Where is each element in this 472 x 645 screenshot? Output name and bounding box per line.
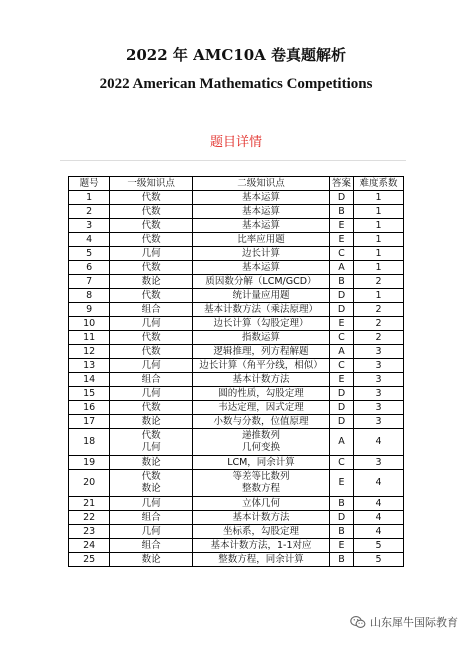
cell-text: 3 xyxy=(375,387,382,399)
primary-topic-cell xyxy=(110,247,193,261)
question-number-cell xyxy=(69,359,110,373)
difficulty-cell xyxy=(353,415,403,429)
cell-text: E xyxy=(338,539,345,551)
answer-cell xyxy=(330,497,354,511)
secondary-topic-cell xyxy=(192,359,329,373)
column-header: 答案 xyxy=(330,177,354,191)
secondary-topic-cell xyxy=(192,415,329,429)
table-row xyxy=(69,470,404,497)
cell-text: 逻辑推理，列方程解题 xyxy=(213,345,309,357)
cell-text: LCM，同余计算 xyxy=(227,456,295,468)
table-row xyxy=(69,219,404,233)
cell-text: 代数 xyxy=(141,205,161,217)
cell-text: 5 xyxy=(86,247,93,259)
primary-topic-cell xyxy=(110,345,193,359)
primary-topic-cell xyxy=(110,289,193,303)
secondary-topic-cell xyxy=(192,191,329,205)
primary-topic-cell xyxy=(110,275,193,289)
question-number-cell xyxy=(69,511,110,525)
table-row xyxy=(69,429,404,456)
table-row xyxy=(69,401,404,415)
cell-text: 代数 xyxy=(141,345,161,357)
cell-text: 代数 xyxy=(141,191,161,203)
cell-text: 数论 xyxy=(141,456,161,468)
answer-cell xyxy=(330,289,354,303)
primary-topic-cell xyxy=(110,317,193,331)
cell-text: 6 xyxy=(86,261,93,273)
primary-topic-cell xyxy=(110,415,193,429)
answer-cell xyxy=(330,233,354,247)
cell-text: 12 xyxy=(83,345,96,357)
table-row xyxy=(69,359,404,373)
secondary-topic-cell xyxy=(192,331,329,345)
cell-text: 比率应用题 xyxy=(237,233,285,245)
cell-text: 3 xyxy=(375,401,382,413)
cell-text: 坐标系，勾股定理 xyxy=(222,525,299,537)
answer-cell xyxy=(330,345,354,359)
cell-text: 1 xyxy=(375,191,382,203)
cell-text: 边长计算（角平分线，相似） xyxy=(199,359,323,371)
table-row xyxy=(69,205,404,219)
answer-cell xyxy=(330,359,354,373)
watermark xyxy=(350,614,458,630)
secondary-topic-cell xyxy=(192,233,329,247)
question-number-cell xyxy=(69,233,110,247)
table-row xyxy=(69,317,404,331)
question-number-cell xyxy=(69,415,110,429)
cell-text: 代数 xyxy=(141,219,161,231)
secondary-topic-cell xyxy=(192,401,329,415)
cell-text: 13 xyxy=(83,359,96,371)
table-header-row xyxy=(69,177,404,191)
question-number-cell xyxy=(69,401,110,415)
cell-text: 几何 xyxy=(141,525,161,537)
section-title: 题目详情 xyxy=(209,135,262,150)
cell-text: 数论 xyxy=(141,415,161,427)
cell-text: B xyxy=(338,275,345,287)
cell-text: 20 xyxy=(83,477,96,488)
primary-topic-cell xyxy=(110,261,193,275)
answer-cell xyxy=(330,553,354,567)
cell-text: 5 xyxy=(375,553,382,565)
cell-text: 21 xyxy=(83,497,96,509)
questions-table xyxy=(68,176,404,567)
primary-topic-cell xyxy=(110,511,193,525)
answer-cell xyxy=(330,219,354,233)
cell-text: 小数与分数，位值原理 xyxy=(213,415,309,427)
cell-text: 基本运算 xyxy=(241,219,280,231)
table-row xyxy=(69,553,404,567)
cell-text: E xyxy=(338,477,345,488)
cell-text: 数论 xyxy=(141,553,161,565)
cell-text: 11 xyxy=(83,331,96,343)
table-body xyxy=(69,191,404,567)
answer-cell xyxy=(330,331,354,345)
difficulty-cell xyxy=(353,205,403,219)
cell-text: 整数方程，同余计算 xyxy=(218,553,304,565)
cell-text: 基本计数方法，1-1对应 xyxy=(210,539,312,551)
cell-text: B xyxy=(338,205,345,217)
secondary-topic-cell xyxy=(192,456,329,470)
wechat-icon xyxy=(350,615,366,629)
cell-text: 基本计数方法 xyxy=(232,373,290,385)
secondary-topic-cell xyxy=(192,219,329,233)
difficulty-cell xyxy=(353,359,403,373)
table-row xyxy=(69,539,404,553)
watermark-text: 山东犀牛国际教育 xyxy=(370,616,458,629)
table-row xyxy=(69,191,404,205)
table-row xyxy=(69,511,404,525)
table-row xyxy=(69,415,404,429)
answer-cell xyxy=(330,470,354,497)
cell-text: C xyxy=(338,456,345,468)
cell-text: 15 xyxy=(83,387,96,399)
cell-text: 基本运算 xyxy=(241,191,280,203)
cell-text: 代数 xyxy=(141,401,161,413)
table-row xyxy=(69,261,404,275)
cell-text: 指数运算 xyxy=(241,331,280,343)
secondary-topic-cell xyxy=(192,429,329,456)
answer-cell xyxy=(330,525,354,539)
secondary-topic-cell xyxy=(192,373,329,387)
cell-text: 4 xyxy=(375,511,382,523)
cell-text: 3 xyxy=(375,456,382,468)
cell-text: 4 xyxy=(375,525,382,537)
cell-text: D xyxy=(337,401,346,413)
cell-text: 1 xyxy=(375,289,382,301)
difficulty-cell xyxy=(353,261,403,275)
question-number-cell xyxy=(69,317,110,331)
cell-text: 边长计算 xyxy=(241,247,280,259)
table-row xyxy=(69,275,404,289)
cell-text: 1 xyxy=(86,191,93,203)
question-number-cell xyxy=(69,470,110,497)
difficulty-cell xyxy=(353,191,403,205)
answer-cell xyxy=(330,373,354,387)
cell-text: C xyxy=(338,247,345,259)
answer-cell xyxy=(330,539,354,553)
cell-text: 组合 xyxy=(141,511,161,523)
question-number-cell xyxy=(69,345,110,359)
cell-text: B xyxy=(338,525,345,537)
primary-topic-cell xyxy=(110,456,193,470)
question-number-cell xyxy=(69,456,110,470)
difficulty-cell xyxy=(353,511,403,525)
answer-cell xyxy=(330,456,354,470)
cell-text: D xyxy=(337,415,346,427)
cell-text: 14 xyxy=(83,373,96,385)
primary-topic-cell xyxy=(110,429,193,456)
cell-text: 1 xyxy=(375,219,382,231)
secondary-topic-cell xyxy=(192,387,329,401)
cell-text: E xyxy=(338,219,345,231)
cell-text: 2 xyxy=(375,317,382,329)
cell-text: 等差等比数列 xyxy=(232,471,290,482)
cell-text: 22 xyxy=(83,511,96,523)
cell-text: 19 xyxy=(83,456,96,468)
secondary-topic-cell xyxy=(192,303,329,317)
table-row xyxy=(69,233,404,247)
cell-text: 组合 xyxy=(141,539,161,551)
question-number-cell xyxy=(69,497,110,511)
difficulty-cell xyxy=(353,470,403,497)
cell-text: 代数 xyxy=(141,331,161,343)
cell-text: 基本计数方法 xyxy=(232,511,290,523)
cell-text: 2 xyxy=(375,331,382,343)
question-number-cell xyxy=(69,387,110,401)
column-header: 一级知识点 xyxy=(110,177,193,191)
difficulty-cell xyxy=(353,497,403,511)
primary-topic-cell xyxy=(110,539,193,553)
cell-text: 几何 xyxy=(141,359,161,371)
difficulty-cell xyxy=(353,289,403,303)
question-number-cell xyxy=(69,289,110,303)
primary-topic-cell xyxy=(110,303,193,317)
primary-topic-cell xyxy=(110,219,193,233)
table-row xyxy=(69,289,404,303)
table-row xyxy=(69,497,404,511)
question-number-cell xyxy=(69,275,110,289)
difficulty-cell xyxy=(353,387,403,401)
cell-text: 边长计算（勾股定理） xyxy=(213,317,309,329)
cell-text: C xyxy=(338,331,345,343)
secondary-topic-cell xyxy=(192,317,329,331)
answer-cell xyxy=(330,511,354,525)
divider xyxy=(60,160,406,161)
cell-text: A xyxy=(338,345,345,357)
cell-text: E xyxy=(338,317,345,329)
answer-cell xyxy=(330,401,354,415)
question-number-cell xyxy=(69,539,110,553)
secondary-topic-cell xyxy=(192,497,329,511)
table-row xyxy=(69,303,404,317)
document-title-en: 2022 American Mathematics Competitions xyxy=(99,76,373,92)
difficulty-cell xyxy=(353,303,403,317)
difficulty-cell xyxy=(353,429,403,456)
answer-cell xyxy=(330,247,354,261)
cell-text: 4 xyxy=(86,233,93,245)
cell-text: 几何 xyxy=(141,247,161,259)
cell-text: 基本运算 xyxy=(241,205,280,217)
cell-text: 1 xyxy=(375,205,382,217)
cell-text: 4 xyxy=(375,477,382,488)
answer-cell xyxy=(330,205,354,219)
cell-text: 16 xyxy=(83,401,96,413)
cell-text: B xyxy=(338,497,345,509)
column-header: 二级知识点 xyxy=(192,177,329,191)
primary-topic-cell xyxy=(110,205,193,219)
cell-text: 代数 xyxy=(141,471,161,482)
cell-text: 几何 xyxy=(141,442,161,453)
secondary-topic-cell xyxy=(192,553,329,567)
question-number-cell xyxy=(69,553,110,567)
question-number-cell xyxy=(69,247,110,261)
cell-text: 递推数列 xyxy=(241,430,280,441)
secondary-topic-cell xyxy=(192,511,329,525)
answer-cell xyxy=(330,261,354,275)
answer-cell xyxy=(330,275,354,289)
question-number-cell xyxy=(69,331,110,345)
cell-text: D xyxy=(337,191,346,203)
question-number-cell xyxy=(69,219,110,233)
difficulty-cell xyxy=(353,345,403,359)
cell-text: 1 xyxy=(375,261,382,273)
cell-text: 3 xyxy=(375,345,382,357)
cell-text: 几何 xyxy=(141,387,161,399)
primary-topic-cell xyxy=(110,233,193,247)
primary-topic-cell xyxy=(110,331,193,345)
cell-text: 韦达定理，因式定理 xyxy=(218,401,304,413)
cell-text: 9 xyxy=(86,303,93,315)
secondary-topic-cell xyxy=(192,289,329,303)
table-row xyxy=(69,247,404,261)
cell-text: 代数 xyxy=(141,261,161,273)
cell-text: 7 xyxy=(86,275,93,287)
question-number-cell xyxy=(69,525,110,539)
cell-text: 3 xyxy=(86,219,93,231)
cell-text: 数论 xyxy=(141,483,161,494)
cell-text: 23 xyxy=(83,525,96,537)
cell-text: 2 xyxy=(86,205,93,217)
cell-text: 数论 xyxy=(141,275,161,287)
cell-text: 圆的性质，勾股定理 xyxy=(218,387,304,399)
cell-text: A xyxy=(338,261,345,273)
cell-text: 8 xyxy=(86,289,93,301)
cell-text: 几何 xyxy=(141,497,161,509)
primary-topic-cell xyxy=(110,359,193,373)
difficulty-cell xyxy=(353,219,403,233)
table-row xyxy=(69,456,404,470)
table-row xyxy=(69,525,404,539)
cell-text: 1 xyxy=(375,233,382,245)
column-header: 题号 xyxy=(69,177,110,191)
secondary-topic-cell xyxy=(192,470,329,497)
cell-text: 3 xyxy=(375,415,382,427)
difficulty-cell xyxy=(353,456,403,470)
primary-topic-cell xyxy=(110,387,193,401)
cell-text: E xyxy=(338,233,345,245)
table-row xyxy=(69,345,404,359)
difficulty-cell xyxy=(353,331,403,345)
primary-topic-cell xyxy=(110,497,193,511)
cell-text: D xyxy=(337,511,346,523)
cell-text: 2 xyxy=(375,275,382,287)
table-row xyxy=(69,373,404,387)
cell-text: 几何变换 xyxy=(241,442,280,453)
difficulty-cell xyxy=(353,539,403,553)
cell-text: 1 xyxy=(375,247,382,259)
cell-text: 4 xyxy=(375,497,382,509)
cell-text: 24 xyxy=(83,539,96,551)
table-row xyxy=(69,387,404,401)
question-number-cell xyxy=(69,303,110,317)
cell-text: 10 xyxy=(83,317,96,329)
answer-cell xyxy=(330,415,354,429)
cell-text: 整数方程 xyxy=(241,483,280,494)
cell-text: D xyxy=(337,303,346,315)
cell-text: 3 xyxy=(375,359,382,371)
difficulty-cell xyxy=(353,317,403,331)
primary-topic-cell xyxy=(110,401,193,415)
difficulty-cell xyxy=(353,525,403,539)
cell-text: 组合 xyxy=(141,373,161,385)
secondary-topic-cell xyxy=(192,261,329,275)
cell-text: 代数 xyxy=(141,430,161,441)
secondary-topic-cell xyxy=(192,525,329,539)
answer-cell xyxy=(330,191,354,205)
answer-cell xyxy=(330,303,354,317)
primary-topic-cell xyxy=(110,191,193,205)
cell-text: 代数 xyxy=(141,289,161,301)
question-number-cell xyxy=(69,191,110,205)
cell-text: 17 xyxy=(83,415,96,427)
cell-text: B xyxy=(338,553,345,565)
cell-text: 2 xyxy=(375,303,382,315)
answer-cell xyxy=(330,429,354,456)
cell-text: 代数 xyxy=(141,233,161,245)
difficulty-cell xyxy=(353,373,403,387)
cell-text: 4 xyxy=(375,436,382,447)
question-number-cell xyxy=(69,373,110,387)
cell-text: D xyxy=(337,387,346,399)
primary-topic-cell xyxy=(110,553,193,567)
cell-text: 25 xyxy=(83,553,96,565)
primary-topic-cell xyxy=(110,470,193,497)
cell-text: C xyxy=(338,359,345,371)
cell-text: A xyxy=(338,436,345,447)
cell-text: 18 xyxy=(83,436,96,447)
cell-text: 立体几何 xyxy=(241,497,280,509)
difficulty-cell xyxy=(353,247,403,261)
cell-text: 组合 xyxy=(141,303,161,315)
secondary-topic-cell xyxy=(192,247,329,261)
question-number-cell xyxy=(69,261,110,275)
secondary-topic-cell xyxy=(192,275,329,289)
cell-text: 3 xyxy=(375,373,382,385)
difficulty-cell xyxy=(353,233,403,247)
cell-text: E xyxy=(338,373,345,385)
question-number-cell xyxy=(69,205,110,219)
difficulty-cell xyxy=(353,553,403,567)
cell-text: 质因数分解（LCM/GCD） xyxy=(205,275,317,287)
answer-cell xyxy=(330,387,354,401)
column-header: 难度系数 xyxy=(353,177,403,191)
primary-topic-cell xyxy=(110,373,193,387)
secondary-topic-cell xyxy=(192,539,329,553)
difficulty-cell xyxy=(353,401,403,415)
answer-cell xyxy=(330,317,354,331)
cell-text: 5 xyxy=(375,539,382,551)
question-number-cell xyxy=(69,429,110,456)
secondary-topic-cell xyxy=(192,345,329,359)
cell-text: 基本运算 xyxy=(241,261,280,273)
difficulty-cell xyxy=(353,275,403,289)
cell-text: 基本计数方法（乘法原理） xyxy=(203,303,318,315)
table-row xyxy=(69,331,404,345)
cell-text: 统计量应用题 xyxy=(232,289,290,301)
primary-topic-cell xyxy=(110,525,193,539)
document-title-cn: 2022 年 AMC10A 卷真题解析 xyxy=(125,46,347,64)
cell-text: D xyxy=(337,289,346,301)
cell-text: 几何 xyxy=(141,317,161,329)
secondary-topic-cell xyxy=(192,205,329,219)
